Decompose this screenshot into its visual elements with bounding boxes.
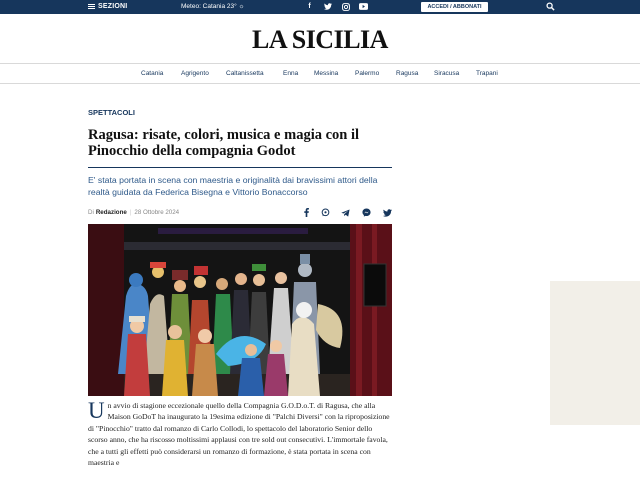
article-category[interactable]: SPETTACOLI xyxy=(88,108,135,117)
weather-info[interactable]: Meteo: Catania 23° ☼ xyxy=(181,3,245,10)
city-link-catania[interactable]: Catania xyxy=(141,70,164,77)
title-divider xyxy=(88,167,392,168)
city-link-siracusa[interactable]: Siracusa xyxy=(434,70,460,77)
city-link-agrigento[interactable]: Agrigento xyxy=(181,70,209,77)
messenger-icon[interactable] xyxy=(362,208,371,217)
facebook-icon[interactable] xyxy=(302,208,311,217)
byline-separator: | xyxy=(129,209,132,216)
telegram-icon[interactable] xyxy=(341,208,350,217)
whatsapp-icon[interactable] xyxy=(321,208,330,217)
hamburger-icon xyxy=(88,4,95,10)
article-body xyxy=(88,400,392,468)
article-body-text: n avvio di stagione eccezionale quello della Compagnia G.O.D.o.T. di Ragusa, che alla Maison GoDoT ha inaugurato la 19esima edizione di "Palchi Diversi" con la riproposizione di "Pinocchio" tratto dal romanzo di Carlo Collodi, lo spettacolo del laboratorio Senior dello scorso anno, che ha riscosso moltissimi applausi con tre sold out consecutivi. L'immortale favola, che a tutti gli effetti può considerarsi un romanzo di formazione, è stata portata in scena con maestria e xyxy=(88,401,390,468)
city-link-palermo[interactable]: Palermo xyxy=(355,70,380,77)
article-photo[interactable] xyxy=(88,224,392,396)
city-link-trapani[interactable]: Trapani xyxy=(476,70,498,77)
social-links xyxy=(305,2,368,11)
twitter-icon[interactable] xyxy=(383,208,392,217)
stage-group-photo xyxy=(88,224,392,396)
city-link-enna[interactable]: Enna xyxy=(283,70,299,77)
masthead xyxy=(0,14,640,64)
top-bar xyxy=(0,0,640,14)
article-title: Ragusa: risate, colori, musica e magia con il Pinocchio della compagnia Godot xyxy=(88,127,360,159)
city-link-messina[interactable]: Messina xyxy=(314,70,339,77)
drop-cap: U xyxy=(88,398,105,423)
login-subscribe-button[interactable]: ACCEDI / ABBONATI xyxy=(421,2,488,12)
advertisement-placeholder[interactable] xyxy=(550,281,640,425)
sections-menu-label: SEZIONI xyxy=(98,3,128,10)
city-link-caltanissetta[interactable]: Caltanissetta xyxy=(226,70,264,77)
author-link[interactable]: Redazione xyxy=(95,209,127,216)
search-icon[interactable] xyxy=(546,2,555,11)
city-link-ragusa[interactable]: Ragusa xyxy=(396,70,419,77)
instagram-icon[interactable] xyxy=(341,2,350,11)
article-subtitle: E' stata portata in scena con maestria e originalità dai bravissimi attori della realtà guidata da Federica Bisegna e Vittorio Bonaccorso xyxy=(88,175,378,197)
byline xyxy=(88,209,179,216)
twitter-icon[interactable] xyxy=(323,2,332,11)
publish-date: 28 Ottobre 2024 xyxy=(134,209,180,216)
sections-menu-button[interactable] xyxy=(88,3,127,10)
byline-prefix: Di xyxy=(88,209,94,216)
youtube-icon[interactable] xyxy=(359,2,368,11)
facebook-icon[interactable]: f xyxy=(308,3,311,10)
site-logo[interactable]: LA SICILIA xyxy=(252,25,388,54)
city-navigation xyxy=(0,64,640,84)
